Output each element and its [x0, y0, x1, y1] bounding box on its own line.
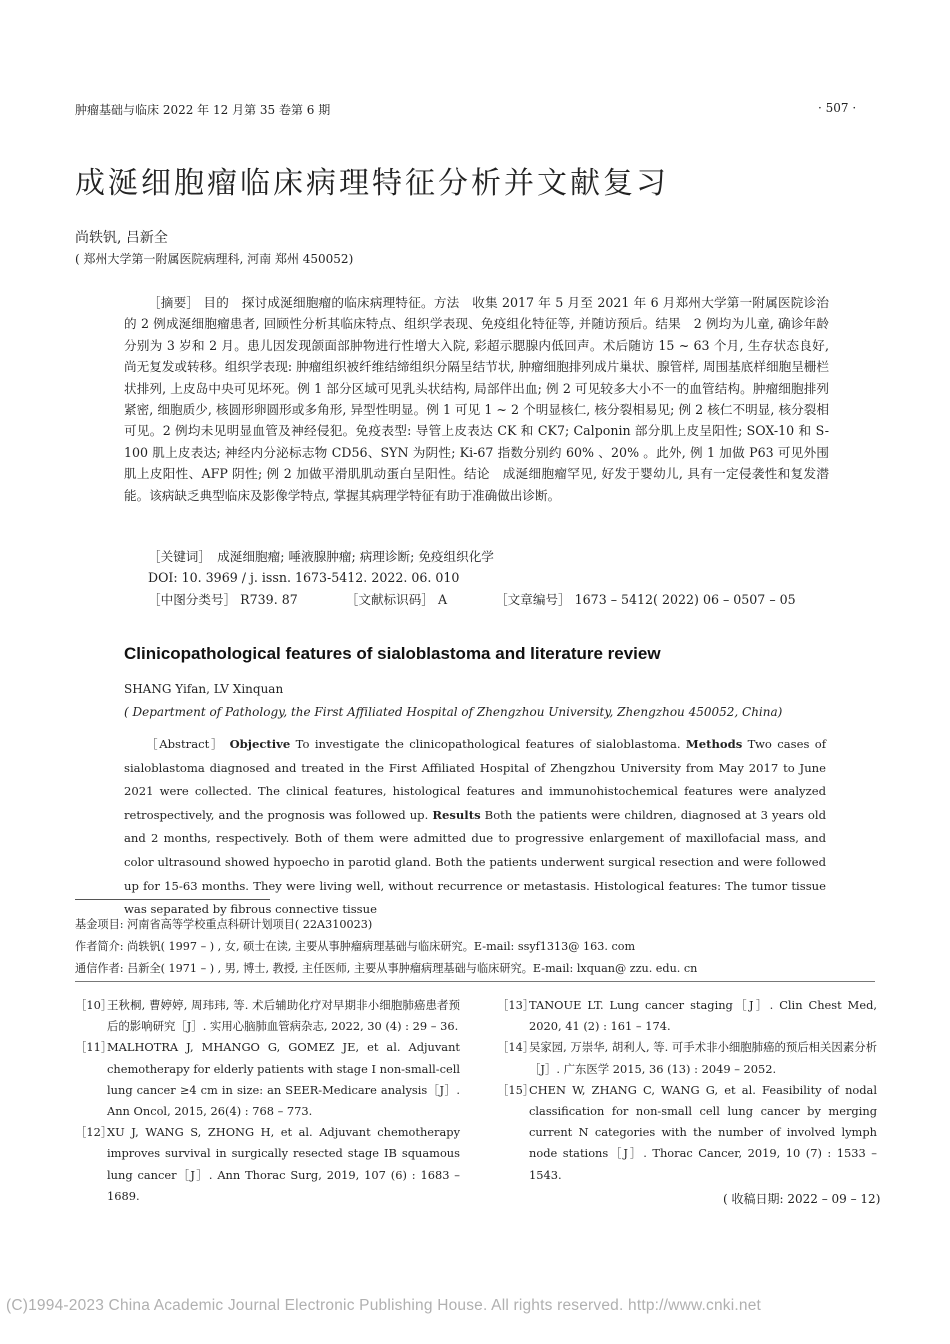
reference-item — [497, 995, 877, 1037]
page-number: · 507 · — [818, 101, 857, 115]
reference-number: ［13］ — [497, 998, 535, 1012]
reference-text: TANOUE LT. Lung cancer staging［J］. Clin Chest Med, 2020, 41 (2) : 161 – 174. — [529, 998, 877, 1034]
author-list: 尚轶钒, 吕新全 — [75, 230, 168, 246]
methods-label: Methods — [685, 737, 743, 751]
clc-value: R739. 87 — [240, 591, 298, 607]
doc-code-label: ［文献标识码］ — [345, 591, 434, 607]
footnote-divider — [75, 899, 270, 900]
reference-number: ［15］ — [497, 1082, 535, 1097]
reference-number: ［11］ — [75, 1040, 113, 1055]
abstract-text: 目的 探讨成涎细胞瘤的临床病理特征。方法 收集 2017 年 5 月至 2021 年 6 月郑州大学第一附属医院诊治的 2 例成涎细胞瘤患者, 回顾性分析其临床特点、组织学表现、免疫组化特征等, 并随访预后。结果 2 例均为儿童, 确诊年龄分别为 3 岁和 2 月。患儿因发现颌面部肿物进行性增大入院, 彩超示腮腺内低回声。术后随访 15 ~ 63 个月, 生存状态良好, 尚无复发或转移。组织学表现: 肿瘤组织被纤维结缔组织分隔呈结节状, 肿瘤细胞排列成片巢状、腺管样, 周围基底样细胞呈栅栏状排列, 上皮岛中央可见坏死。例 1 部分区域可见乳头状结构, 局部伴出血; 例 2 可见较多大小不一的血管结构。肿瘤细胞排列紧密, 细胞质少, 核圆形卵圆形或多角形, 异型性明显。例 1 可见 1 ~ 2 个明显核仁, 核分裂相易见; 例 2 核仁不明显, 核分裂相可见。2 例均未见明显血管及神经侵犯。免疫表型: 导管上皮表达 CK 和 CK7; Calponin 部分肌上皮呈阳性; SOX-10 和 S-100 肌上皮表达; 神经内分泌标志物 CD56、SYN 为阴性; Ki-67 指数分别约 60% 、20% 。此外, 例 1 加做 P63 可见外围肌上皮阳性、AFP 阴性; 例 2 加做平滑肌肌动蛋白呈阳性。结论 成涎细胞瘤罕见, 好发于婴幼儿, 具有一定侵袭性和复发潜能。该病缺乏典型临床及影像学特点, 掌握其病理学特征有助于准确做出诊断。 — [124, 295, 829, 503]
reference-item — [75, 1122, 460, 1207]
abstract-label: ［摘要］ — [148, 295, 200, 310]
reference-number: ［10］ — [75, 998, 113, 1012]
results-label: Results — [432, 807, 481, 822]
results-text: Both the patients were children, diagnosed at 3 years old and 2 months, respectively. Both of them were admitted due to progressive enlargement of maxillofacial mass, and color ultrasound showed hypoecho in parotid gland. Both the patients underwent surgical resection and were followed up for 15-63 months. They were living well, without recurrence or metastasis. Histological features: The tumor tissue was separated by fibrous connective tissue — [124, 807, 826, 917]
en-abstract-label: ［Abstract］ — [146, 737, 225, 751]
objective-text: To investigate the clinicopathological features of sialoblastoma. — [295, 737, 681, 751]
received-date: ( 收稿日期: 2022 – 09 – 12) — [723, 1192, 881, 1206]
reference-item — [75, 1037, 460, 1122]
reference-item — [497, 1080, 877, 1186]
english-title: Clinicopathological features of sialoblastoma and literature review — [124, 644, 661, 663]
corresponding-author-note: 通信作者: 吕新全( 1971 – ) , 男, 博士, 教授, 主任医师, 主要从事肿瘤病理基础与临床研究。E-mail: lxquan@ zzu. edu. cn — [75, 962, 698, 975]
english-affiliation: ( Department of Pathology, the First Affiliated Hospital of Zhengzhou University, Zhengzhou 450052, China) — [124, 705, 783, 719]
reference-text: CHEN W, ZHANG C, WANG G, et al. Feasibility of nodal classification for non-small cell lung cancer by merging current N categories with the number of involved lymph node stations［J］. Thorac Cancer, 2019, 10 (7) : 1533 – 1543. — [529, 1082, 877, 1182]
article-number-value: 1673 – 5412( 2022) 06 – 0507 – 05 — [574, 591, 796, 607]
reference-text: 吴家园, 万崇华, 胡利人, 等. 可手术非小细胞肺癌的预后相关因素分析［J］. 广东医学 2015, 36 (13) : 2049 – 2052. — [529, 1040, 877, 1076]
clc-label: ［中图分类号］ — [148, 591, 237, 607]
journal-header: 肿瘤基础与临床 2022 年 12 月第 35 卷第 6 期 — [75, 103, 331, 117]
article-title: 成涎细胞瘤临床病理特征分析并文献复习 — [75, 166, 669, 201]
funding-note: 基金项目: 河南省高等学校重点科研计划项目( 22A310023) — [75, 918, 373, 931]
keywords-text: 成涎细胞瘤; 唾液腺肿瘤; 病理诊断; 免疫组织化学 — [217, 549, 494, 564]
reference-item — [497, 1037, 877, 1079]
reference-number: ［14］ — [497, 1040, 535, 1055]
reference-number: ［12］ — [75, 1125, 113, 1140]
objective-label: Objective — [229, 737, 291, 751]
doi: DOI: 10. 3969 / j. issn. 1673-5412. 2022. 06. 010 — [148, 570, 460, 586]
references-right-column — [497, 995, 877, 1186]
doc-code-value: A — [437, 591, 448, 607]
reference-text: 王秋桐, 曹婷婷, 周玮玮, 等. 术后辅助化疗对早期非小细胞肺癌患者预后的影响研究［J］. 实用心脑肺血管病杂志, 2022, 30 (4) : 29 – 36. — [107, 998, 460, 1034]
methods-text: Two cases of sialoblastoma diagnosed and treated in the First Affiliated Hospital of Zhengzhou University from May 2017 to June 2021 were collected. The clinical features, histological features and immunohistochemical features were analyzed retrospectively, and the prognosis was followed up. — [124, 737, 827, 822]
reference-text: XU J, WANG S, ZHONG H, et al. Adjuvant chemotherapy improves survival in surgically resected stage IB squamous lung cancer［J］. Ann Thorac Surg, 2019, 107 (6) : 1683 – 1689. — [107, 1125, 460, 1203]
references-divider — [75, 981, 875, 982]
keywords-block — [124, 546, 829, 610]
chinese-abstract — [124, 292, 829, 506]
english-authors: SHANG Yifan, LV Xinquan — [124, 682, 284, 696]
footnotes — [75, 914, 875, 980]
references-left-column — [75, 995, 460, 1207]
copyright-watermark: (C)1994-2023 China Academic Journal Electronic Publishing House. All rights reserved. http://www.cnki.net — [6, 1297, 762, 1314]
english-abstract — [124, 733, 826, 922]
article-number-label: ［文章编号］ — [495, 591, 571, 607]
affiliation: ( 郑州大学第一附属医院病理科, 河南 郑州 450052) — [75, 252, 354, 266]
reference-item — [75, 995, 460, 1037]
keywords-label: ［关键词］ — [148, 549, 205, 564]
reference-text: MALHOTRA J, MHANGO G, GOMEZ JE, et al. Adjuvant chemotherapy for elderly patients with stage I non-small-cell lung cancer ≥4 cm in size: an SEER-Medicare analysis［J］. Ann Oncol, 2015, 26(4) : 768 – 773. — [107, 1040, 460, 1119]
author-bio-note: 作者简介: 尚轶钒( 1997 – ) , 女, 硕士在读, 主要从事肿瘤病理基础与临床研究。E-mail: ssyf1313@ 163. com — [75, 940, 636, 953]
